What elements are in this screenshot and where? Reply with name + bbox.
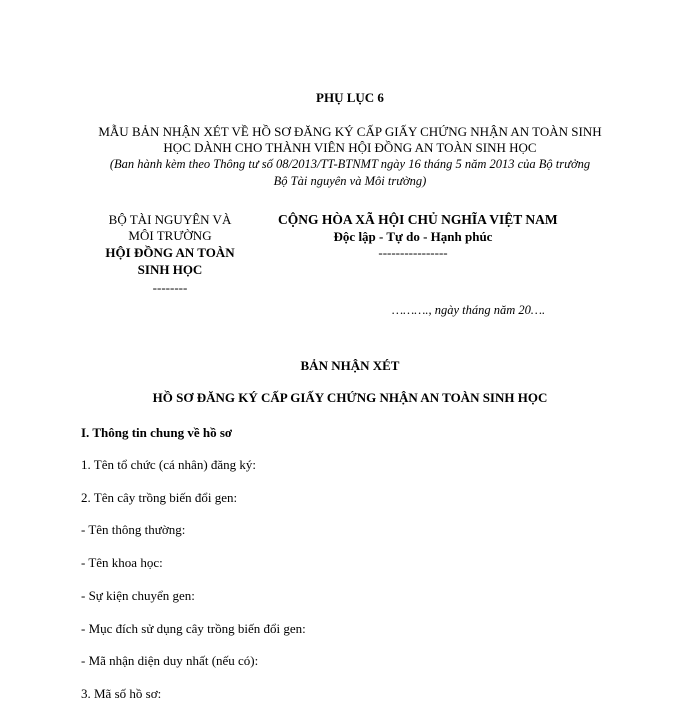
list-item: 3. Mã số hồ sơ: [81,686,162,701]
left-header-divider: -------- [152,280,188,295]
list-item: - Tên khoa học: [81,555,163,570]
right-header-divider: ---------------- [378,245,448,260]
form-title-line-1: MẪU BẢN NHẬN XÉT VỀ HỒ SƠ ĐĂNG KÝ CẤP GIẤY CHỨNG NHẬN AN TOÀN SINH [98,124,602,139]
national-motto: Độc lập - Tự do - Hạnh phúc [333,229,493,244]
appendix-title: PHỤ LỤC 6 [316,90,384,105]
list-item: - Mục đích sử dụng cây trồng biến đổi gen: [81,621,306,636]
council-name-line-1: HỘI ĐỒNG AN TOÀN [105,245,235,260]
form-title-line-2: HỌC DÀNH CHO THÀNH VIÊN HỘI ĐỒNG AN TOÀN SINH HỌC [163,140,537,155]
issuance-note-line-2: Bộ Tài nguyên và Môi trường) [273,174,427,188]
issuance-note-line-1: (Ban hành kèm theo Thông tư số 08/2013/TT-BTNMT ngày 16 tháng 5 năm 2013 của Bộ trưởng [109,157,591,171]
section-1-heading: I. Thông tin chung về hồ sơ [81,425,233,440]
ministry-name-line-1: BỘ TÀI NGUYÊN VÀ [108,212,232,227]
document-title: BẢN NHẬN XÉT [300,358,400,373]
list-item: - Mã nhận diện duy nhất (nếu có): [81,653,259,668]
date-line: ………., ngày tháng năm 20…. [392,303,546,317]
list-item: 1. Tên tổ chức (cá nhân) đăng ký: [81,457,257,472]
ministry-name-line-2: MÔI TRƯỜNG [128,228,212,243]
document-subtitle: HỒ SƠ ĐĂNG KÝ CẤP GIẤY CHỨNG NHẬN AN TOÀN SINH HỌC [152,390,548,405]
list-item: - Tên thông thường: [81,522,186,537]
republic-name: CỘNG HÒA XÃ HỘI CHỦ NGHĨA VIỆT NAM [278,212,558,227]
list-item: 2. Tên cây trồng biến đổi gen: [81,490,238,505]
list-item: - Sự kiện chuyển gen: [81,588,195,603]
council-name-line-2: SINH HỌC [137,262,203,277]
